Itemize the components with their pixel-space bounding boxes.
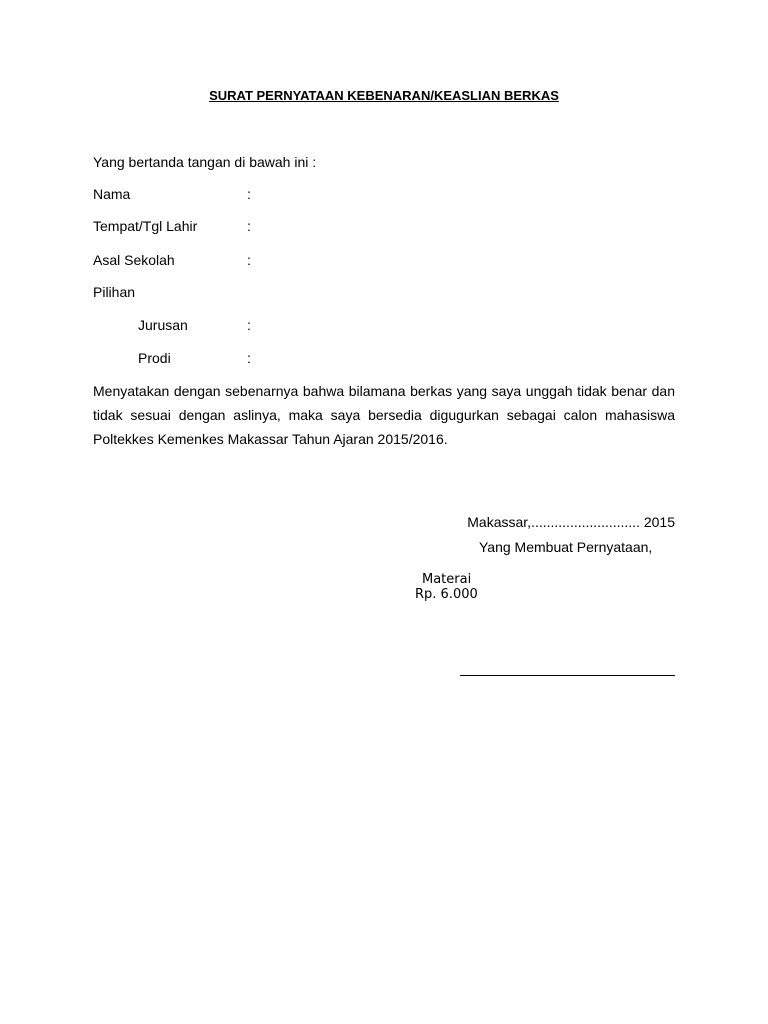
- signature-line: [460, 675, 675, 676]
- field-colon-jurusan: :: [247, 317, 251, 333]
- statement-paragraph: Menyatakan dengan sebenarnya bahwa bilamana berkas yang saya unggah tidak benar dan tidak sesuai dengan aslinya, maka saya bersedia digugurkan sebagai calon mahasiswa Poltekkes Kemenkes Makassar Tahun Ajaran 2015/2016.: [93, 383, 675, 447]
- signer-label: Yang Membuat Pernyataan,: [479, 539, 653, 555]
- field-colon-asal-sekolah: :: [247, 252, 251, 268]
- field-label-nama: Nama: [93, 186, 131, 202]
- place-date: Makassar,............................ 2015: [467, 514, 675, 530]
- field-colon-nama: :: [247, 186, 251, 202]
- materai-label: Materai: [422, 572, 472, 587]
- intro-text: Yang bertanda tangan di bawah ini :: [93, 154, 317, 170]
- field-label-prodi: Prodi: [138, 350, 171, 366]
- field-label-asal-sekolah: Asal Sekolah: [93, 252, 175, 268]
- pilihan-label: Pilihan: [93, 284, 136, 300]
- field-label-jurusan: Jurusan: [138, 317, 188, 333]
- document-title: SURAT PERNYATAAN KEBENARAN/KEASLIAN BERKAS: [209, 88, 559, 103]
- field-colon-tempat-tgl-lahir: :: [247, 218, 251, 234]
- materai-amount: Rp. 6.000: [415, 587, 478, 602]
- field-colon-prodi: :: [247, 350, 251, 366]
- field-label-tempat-tgl-lahir: Tempat/Tgl Lahir: [93, 218, 198, 234]
